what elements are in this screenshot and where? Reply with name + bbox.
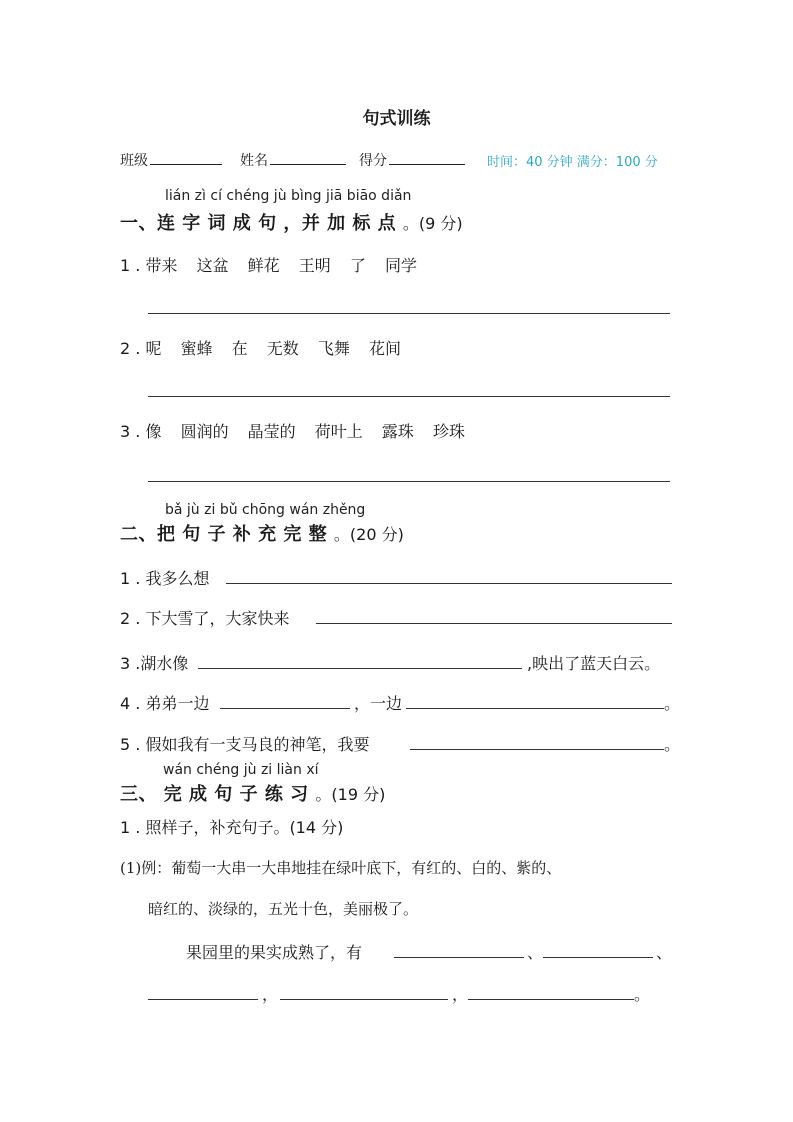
class-blank[interactable] [150, 150, 222, 165]
answer-line-2[interactable] [148, 396, 670, 397]
fill-line-2-4a[interactable] [220, 708, 350, 709]
word: 同学 [385, 256, 418, 275]
item-number: 2 . [120, 339, 141, 358]
item-number: 1 . [120, 256, 141, 275]
class-label: 班级 [120, 153, 148, 169]
word: 飞舞 [317, 339, 350, 358]
word: 蜜蜂 [180, 339, 213, 358]
sep-1: 、 [527, 943, 544, 962]
word: 圆润的 [180, 422, 229, 441]
section3-heading-text: 三、 完 成 句 子 练 习 [120, 784, 309, 805]
item-text: 5 . 假如我有一支马良的神笔，我要 [120, 735, 370, 754]
answer-line-3[interactable] [148, 481, 670, 482]
item-text: 3 .湖水像 [120, 654, 189, 673]
word: 带来 [145, 256, 178, 275]
fill-line-3-5[interactable] [468, 999, 634, 1000]
section2-score: 。(20 分) [333, 525, 404, 544]
word: 了 [349, 256, 366, 275]
section2-item-4-mid: ，一边 [354, 694, 403, 713]
fill-line-2-5[interactable] [410, 749, 664, 750]
word: 王明 [298, 256, 331, 275]
section2-item-3 [120, 651, 188, 674]
fill-line-2-3[interactable] [198, 668, 522, 669]
fill-line-3-2[interactable] [543, 957, 653, 958]
section1-item-2 [120, 336, 415, 359]
fill-line-2-2[interactable] [316, 623, 672, 624]
item-text: 4 . 弟弟一边 [120, 694, 210, 713]
word: 露珠 [381, 422, 414, 441]
section2-item-4-end: 。 [664, 694, 681, 713]
fill-line-3-3[interactable] [148, 999, 258, 1000]
word: 花间 [369, 339, 402, 358]
end-mark: 。 [634, 985, 651, 1004]
class-field[interactable] [120, 150, 224, 170]
section2-pinyin: bǎ jù zi bǔ chōng wán zhěng [165, 502, 366, 518]
fill-line-3-4[interactable] [280, 999, 448, 1000]
section2-item-2 [120, 606, 289, 629]
section2-item-5 [120, 732, 369, 755]
sep-2: 、 [656, 943, 673, 962]
section2-heading [120, 520, 404, 546]
item-text: 1 . 我多么想 [120, 569, 210, 588]
word: 无数 [266, 339, 299, 358]
section3-heading [120, 780, 385, 806]
sep-4: ， [452, 985, 469, 1004]
section3-pinyin: wán chéng jù zi liàn xí [163, 762, 319, 778]
name-label: 姓名 [240, 153, 268, 169]
fill-line-2-1[interactable] [226, 583, 672, 584]
section2-heading-text: 二、把 句 子 补 充 完 整 [120, 524, 328, 545]
score-blank[interactable] [389, 150, 465, 165]
section1-heading [120, 209, 463, 235]
section3-sub1: 1 . 照样子，补充句子。(14 分) [120, 818, 344, 837]
fill-line-3-1[interactable] [394, 957, 524, 958]
word: 这盆 [196, 256, 229, 275]
section2-item-3-suffix: ,映出了蓝天白云。 [527, 654, 661, 673]
example-line-2: 暗红的、淡绿的，五光十色，美丽极了。 [148, 900, 419, 918]
section2-item-1 [120, 566, 209, 589]
word: 像 [145, 422, 162, 441]
section1-pinyin: lián zì cí chéng jù bìng jiā biāo diǎn [165, 188, 412, 204]
section2-item-4 [120, 691, 209, 714]
name-blank[interactable] [270, 150, 346, 165]
word: 珍珠 [433, 422, 466, 441]
section3-score: 。(19 分) [315, 785, 386, 804]
word: 呢 [145, 339, 162, 358]
name-field[interactable] [240, 150, 348, 170]
example-line-1: (1)例：葡萄一大串一大串地挂在绿叶底下，有红的、白的、紫的、 [120, 859, 562, 877]
word: 鲜花 [247, 256, 280, 275]
fill-intro: 果园里的果实成熟了，有 [186, 943, 363, 962]
sep-3: ， [262, 985, 279, 1004]
section2-item-5-end: 。 [664, 735, 681, 754]
section1-item-3 [120, 419, 479, 442]
score-field[interactable] [359, 150, 467, 170]
item-number: 3 . [120, 422, 141, 441]
word: 晶莹的 [247, 422, 296, 441]
section1-score: 。(9 分) [402, 214, 463, 233]
item-text: 2 . 下大雪了，大家快来 [120, 609, 290, 628]
word: 在 [231, 339, 248, 358]
section1-item-1 [120, 253, 431, 276]
timing-info: 时间：40 分钟 满分：100 分 [487, 155, 658, 170]
answer-line-1[interactable] [148, 313, 670, 314]
word: 荷叶上 [314, 422, 363, 441]
fill-line-2-4b[interactable] [406, 708, 664, 709]
page-title: 句式训练 [362, 109, 431, 129]
section1-heading-text: 一、连 字 词 成 句 ，并 加 标 点 [120, 213, 397, 234]
score-label: 得分 [359, 153, 387, 169]
